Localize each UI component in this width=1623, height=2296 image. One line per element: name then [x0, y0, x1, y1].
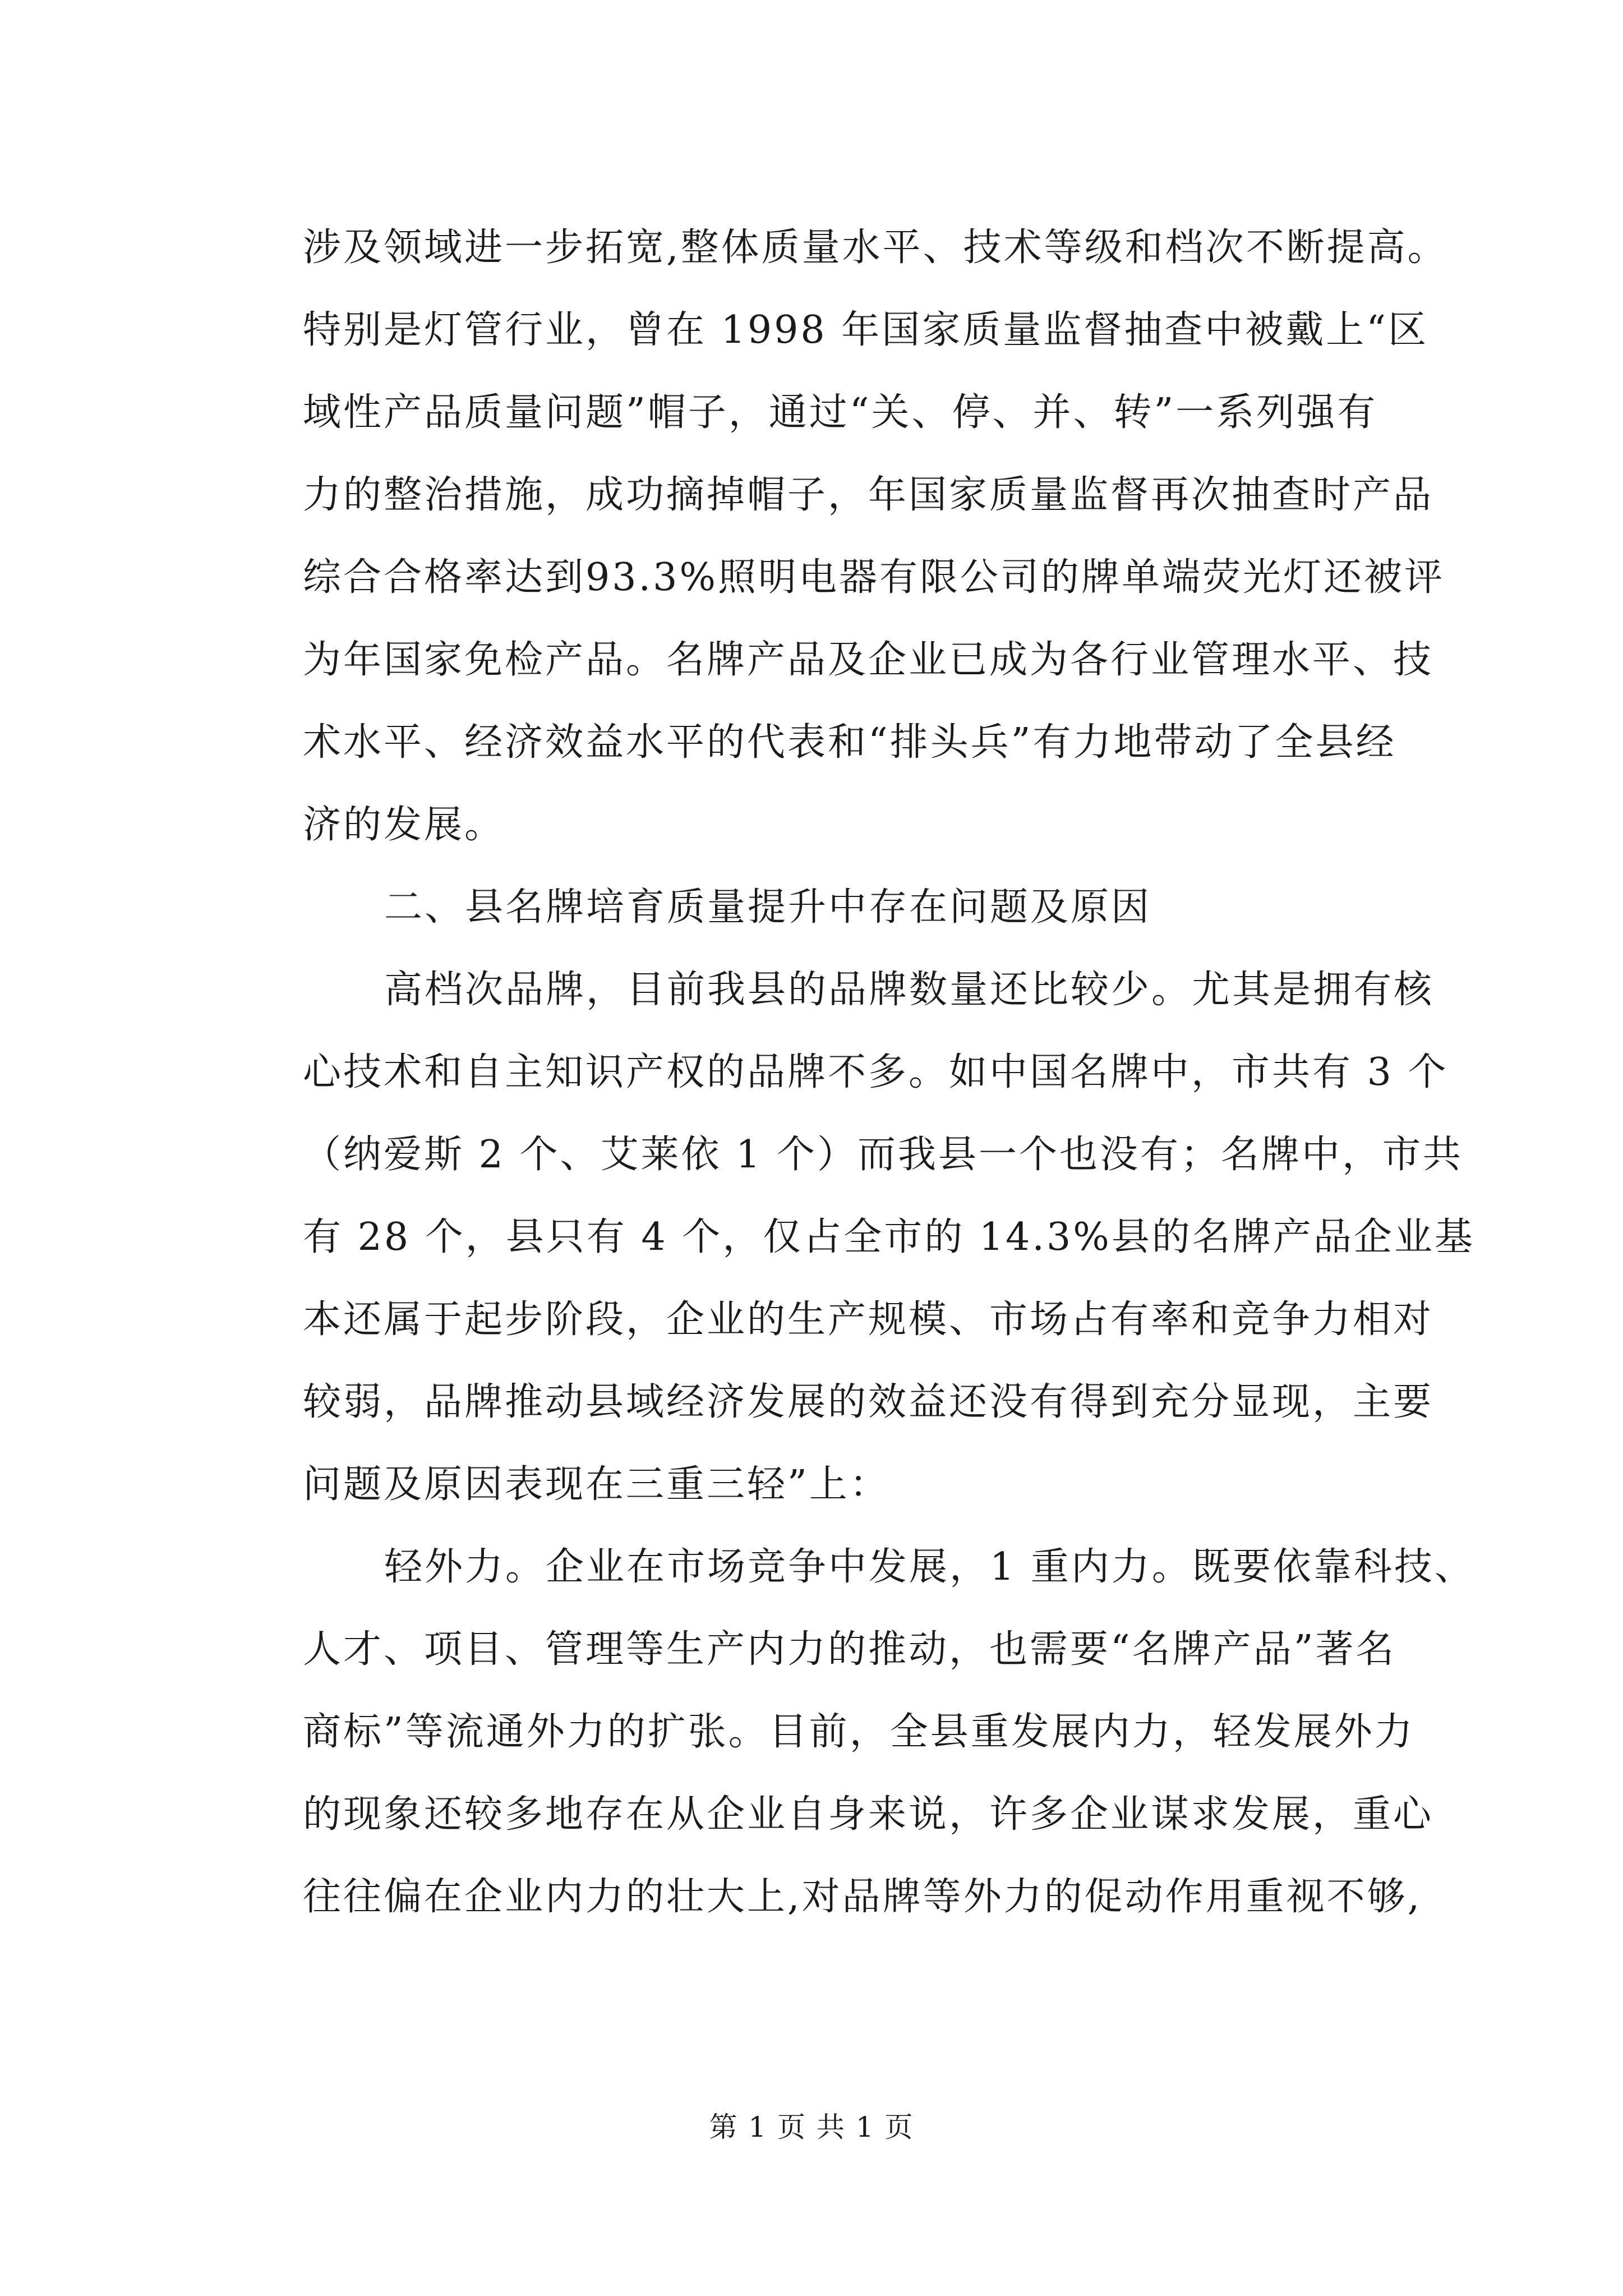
text-line: 心技术和自主知识产权的品牌不多。如中国名牌中，市共有 3 个	[303, 1050, 1449, 1094]
text-line: 的现象还较多地存在从企业自身来说，许多企业谋求发展，重心	[303, 1792, 1434, 1837]
text-line: 特别是灯管行业，曾在 1998 年国家质量监督抽查中被戴上“区	[303, 308, 1429, 352]
text-line: 有 28 个，县只有 4 个，仅占全市的 14.3%县的名牌产品企业基	[303, 1215, 1475, 1259]
body-text	[303, 206, 1475, 1938]
text-line: 往往偏在企业内力的壮大上,对品牌等外力的促动作用重视不够,	[303, 1875, 1422, 1919]
text-line: 轻外力。企业在市场竞争中发展，1 重内力。既要依靠科技、	[384, 1545, 1475, 1589]
text-line: 人才、项目、管理等生产内力的推动，也需要“名牌产品”著名	[303, 1627, 1396, 1672]
text-line: 为年国家免检产品。名牌产品及企业已成为各行业管理水平、技	[303, 638, 1434, 682]
text-line: 济的发展。	[303, 803, 505, 847]
text-line: 域性产品质量问题”帽子，通过“关、停、并、转”一系列强有	[303, 390, 1378, 435]
text-line: 力的整治措施，成功摘掉帽子，年国家质量监督再次抽查时产品	[303, 473, 1434, 517]
text-line: 术水平、经济效益水平的代表和“排头兵”有力地带动了全县经	[303, 720, 1396, 765]
section-heading: 二、县名牌培育质量提升中存在问题及原因	[384, 885, 1152, 930]
text-line: 综合合格率达到93.3%照明电器有限公司的牌单端荧光灯还被评	[303, 555, 1445, 600]
text-line: 高档次品牌，目前我县的品牌数量还比较少。尤其是拥有核	[384, 968, 1435, 1012]
text-line: （纳爱斯 2 个、艾莱依 1 个）而我县一个也没有；名牌中，市共	[303, 1133, 1463, 1177]
text-line: 涉及领域进一步拓宽,整体质量水平、技术等级和档次不断提高。	[303, 226, 1448, 270]
page-footer: 第 1 页 共 1 页	[709, 2111, 914, 2143]
text-line: 问题及原因表现在三重三轻”上：	[303, 1462, 890, 1507]
text-line: 本还属于起步阶段，企业的生产规模、市场占有率和竞争力相对	[303, 1297, 1434, 1342]
text-line: 较弱，品牌推动县域经济发展的效益还没有得到充分显现，主要	[303, 1380, 1434, 1424]
text-line: 商标”等流通外力的扩张。目前，全县重发展内力，轻发展外力	[303, 1710, 1415, 1754]
